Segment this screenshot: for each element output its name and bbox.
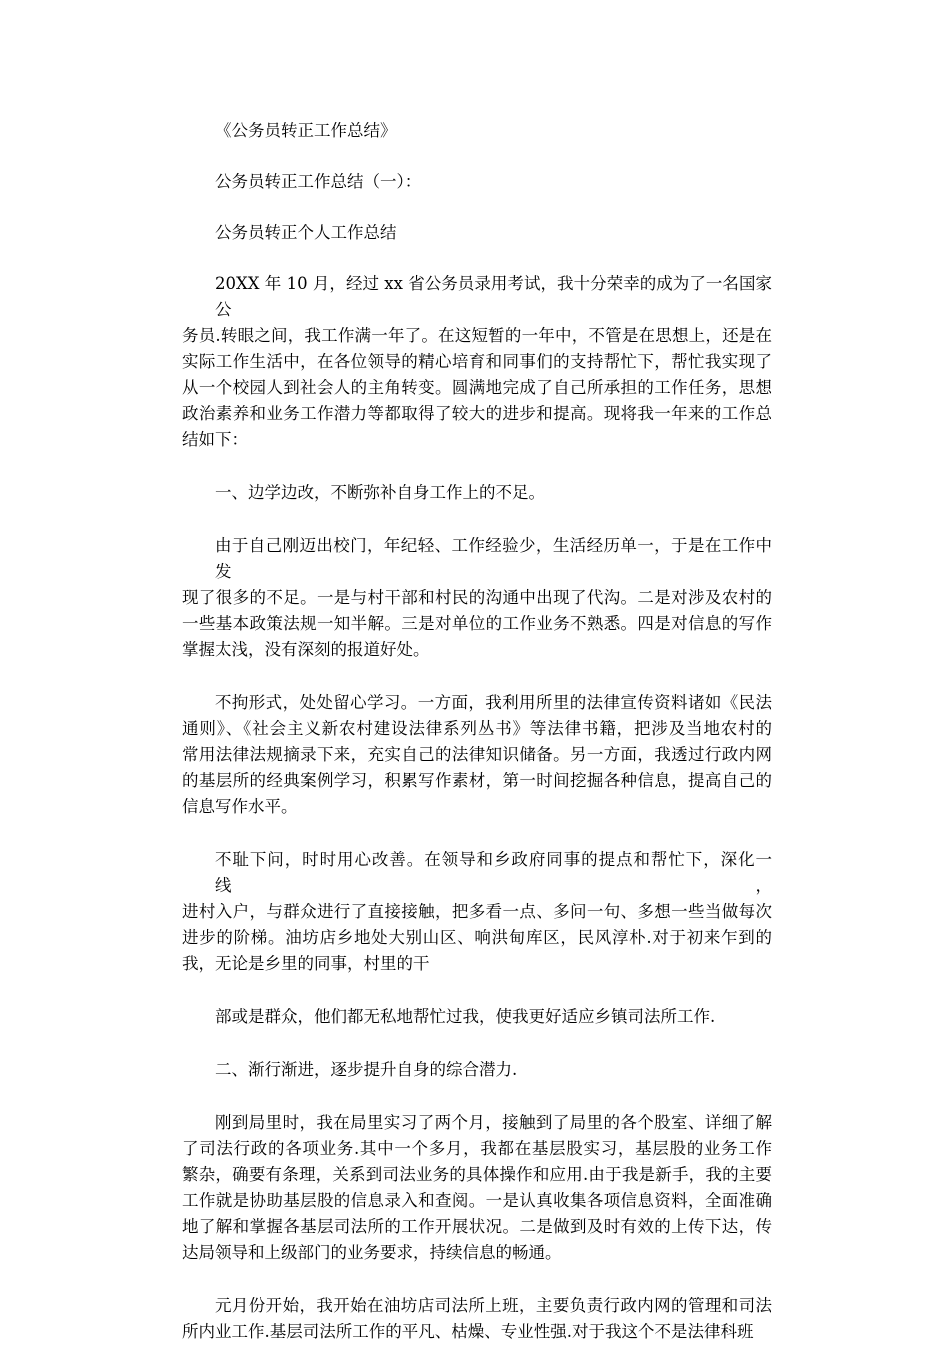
paragraph	[182, 1004, 772, 1030]
paragraph-line: 地了解和掌握各基层司法所的工作开展状况。二是做到及时有效的上传下达，传	[182, 1217, 772, 1236]
paragraph	[182, 1110, 772, 1266]
document-subtitle: 公务员转正工作总结（一）：	[215, 172, 422, 191]
paragraph-line: 不耻下问，时时用心改善。在领导和乡政府同事的提点和帮忙下，深化一线，	[215, 850, 772, 895]
document-body	[182, 271, 772, 1345]
paragraph-line: 部或是群众，他们都无私地帮忙过我，使我更好适应乡镇司法所工作.	[215, 1007, 716, 1026]
paragraph	[182, 1057, 772, 1083]
document-heading: 公务员转正个人工作总结	[215, 223, 397, 242]
paragraph-line: 刚到局里时，我在局里实习了两个月，接触到了局里的各个股室、详细了解	[215, 1113, 772, 1132]
paragraph-line: 由于自己刚迈出校门，年纪轻、工作经验少，生活经历单一，于是在工作中发	[215, 536, 772, 581]
paragraph-line: 掌握太浅，没有深刻的报道好处。	[182, 640, 430, 659]
paragraph-line: 我，无论是乡里的同事，村里的干	[182, 954, 430, 973]
paragraph	[182, 533, 772, 663]
paragraph-line: 现了很多的不足。一是与村干部和村民的沟通中出现了代沟。二是对涉及农村的	[182, 588, 772, 607]
paragraph-line: 20XX 年 10 月，经过 xx 省公务员录用考试，我十分荣幸的成为了一名国家公	[215, 274, 772, 319]
paragraph-line: 结如下：	[182, 430, 248, 449]
paragraph-line: 从一个校园人到社会人的主角转变。圆满地完成了自己所承担的工作任务，思想	[182, 378, 772, 397]
paragraph	[182, 847, 772, 977]
paragraph-line: 务员.转眼之间，我工作满一年了。在这短暂的一年中，不管是在思想上，还是在	[182, 326, 772, 345]
paragraph-line: 一些基本政策法规一知半解。三是对单位的工作业务不熟悉。四是对信息的写作	[182, 614, 772, 633]
paragraph-line: 了司法行政的各项业务.其中一个多月，我都在基层股实习，基层股的业务工作	[182, 1139, 772, 1158]
paragraph-line: 不拘形式，处处留心学习。一方面，我利用所里的法律宣传资料诸如《民法	[215, 693, 772, 712]
paragraph-line: 信息写作水平。	[182, 797, 298, 816]
paragraph	[182, 271, 772, 453]
paragraph-line: 实际工作生活中，在各位领导的精心培育和同事们的支持帮忙下，帮忙我实现了	[182, 352, 772, 371]
paragraph-line: 工作就是协助基层股的信息录入和查阅。一是认真收集各项信息资料，全面准确	[182, 1191, 772, 1210]
paragraph-line: 一、边学边改，不断弥补自身工作上的不足。	[215, 483, 545, 502]
paragraph-line: 元月份开始，我开始在油坊店司法所上班，主要负责行政内网的管理和司法	[215, 1296, 772, 1315]
paragraph-line: 的基层所的经典案例学习，积累写作素材，第一时间挖掘各种信息，提高自己的	[182, 771, 772, 790]
paragraph-line: 进村入户，与群众进行了直接接触，把多看一点、多问一句、多想一些当做每次	[182, 902, 772, 921]
paragraph-line: 政治素养和业务工作潜力等都取得了较大的进步和提高。现将我一年来的工作总	[182, 404, 772, 423]
document-title: 《公务员转正工作总结》	[215, 121, 397, 140]
paragraph-line: 二、渐行渐进，逐步提升自身的综合潜力.	[215, 1060, 518, 1079]
paragraph	[182, 1293, 772, 1345]
paragraph-line: 所内业工作.基层司法所工作的平凡、枯燥、专业性强.对于我这个不是法律科班	[182, 1322, 754, 1341]
document-page	[182, 118, 772, 1345]
paragraph-line: 繁杂，确要有条理，关系到司法业务的具体操作和应用.由于我是新手，我的主要	[182, 1165, 772, 1184]
paragraph	[182, 480, 772, 506]
paragraph	[182, 690, 772, 820]
paragraph-line: 达局领导和上级部门的业务要求，持续信息的畅通。	[182, 1243, 562, 1262]
paragraph-line: 通则》、《社会主义新农村建设法律系列丛书》等法律书籍，把涉及当地农村的	[182, 719, 772, 738]
paragraph-line: 进步的阶梯。油坊店乡地处大别山区、响洪甸库区，民风淳朴.对于初来乍到的	[182, 928, 772, 947]
paragraph-line: 常用法律法规摘录下来，充实自己的法律知识储备。另一方面，我透过行政内网	[182, 745, 772, 764]
